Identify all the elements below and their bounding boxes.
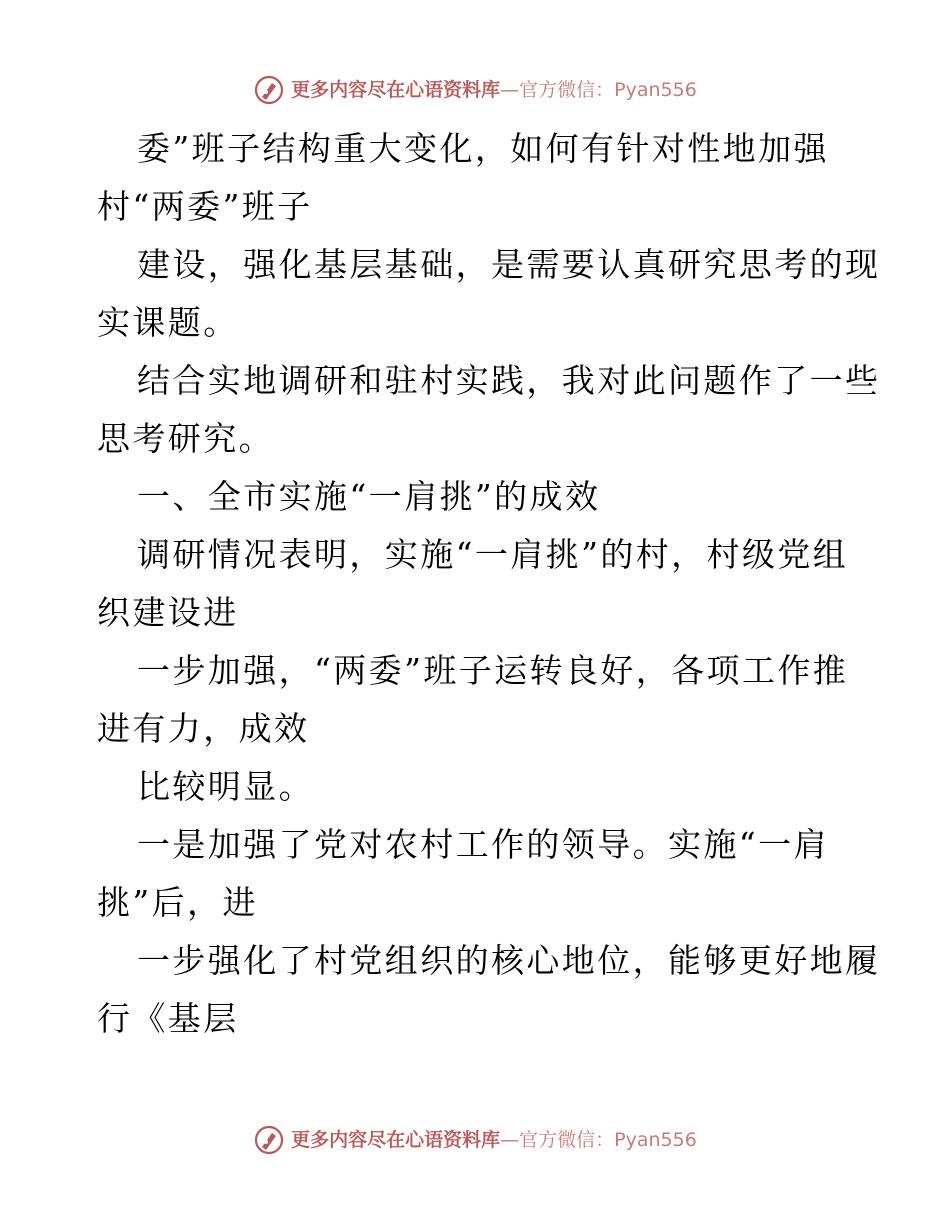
body-line: 一是加强了党对农村工作的领导。实施“一肩 xyxy=(137,825,829,864)
body-line: 行《基层 xyxy=(97,999,239,1038)
body-line: 村“两委”班子 xyxy=(97,187,313,226)
body-line: 一步加强，“两委”班子运转良好，各项工作推 xyxy=(137,651,849,690)
header-site-text: 更多内容尽在心语资料库 xyxy=(291,78,501,101)
header-text xyxy=(291,78,697,101)
header-banner xyxy=(0,70,950,110)
footer-contact-text: —官方微信：Pyan556 xyxy=(500,1128,697,1151)
body-line: 实课题。 xyxy=(97,303,239,342)
pen-nib-circle-icon xyxy=(253,74,285,106)
footer-site-text: 更多内容尽在心语资料库 xyxy=(291,1128,501,1151)
body-line: 比较明显。 xyxy=(137,767,314,806)
body-line: 一步强化了村党组织的核心地位，能够更好地履 xyxy=(137,941,881,980)
document-body xyxy=(97,120,881,1048)
body-line: 挑”后，进 xyxy=(97,883,258,922)
body-line: 结合实地调研和驻村实践，我对此问题作了一些 xyxy=(137,361,881,400)
pen-nib-circle-icon xyxy=(253,1124,285,1156)
body-line: 进有力，成效 xyxy=(97,709,310,748)
header-contact-text: —官方微信：Pyan556 xyxy=(500,78,697,101)
body-line: 思考研究。 xyxy=(97,419,274,458)
body-line: 建设，强化基层基础，是需要认真研究思考的现 xyxy=(137,245,881,284)
footer-banner xyxy=(0,1120,950,1160)
body-line: 委”班子结构重大变化，如何有针对性地加强 xyxy=(137,129,829,168)
footer-text xyxy=(291,1128,697,1151)
body-line: 织建设进 xyxy=(97,593,239,632)
section-heading: 一、全市实施“一肩挑”的成效 xyxy=(137,477,601,516)
body-line: 调研情况表明，实施“一肩挑”的村，村级党组 xyxy=(137,535,849,574)
